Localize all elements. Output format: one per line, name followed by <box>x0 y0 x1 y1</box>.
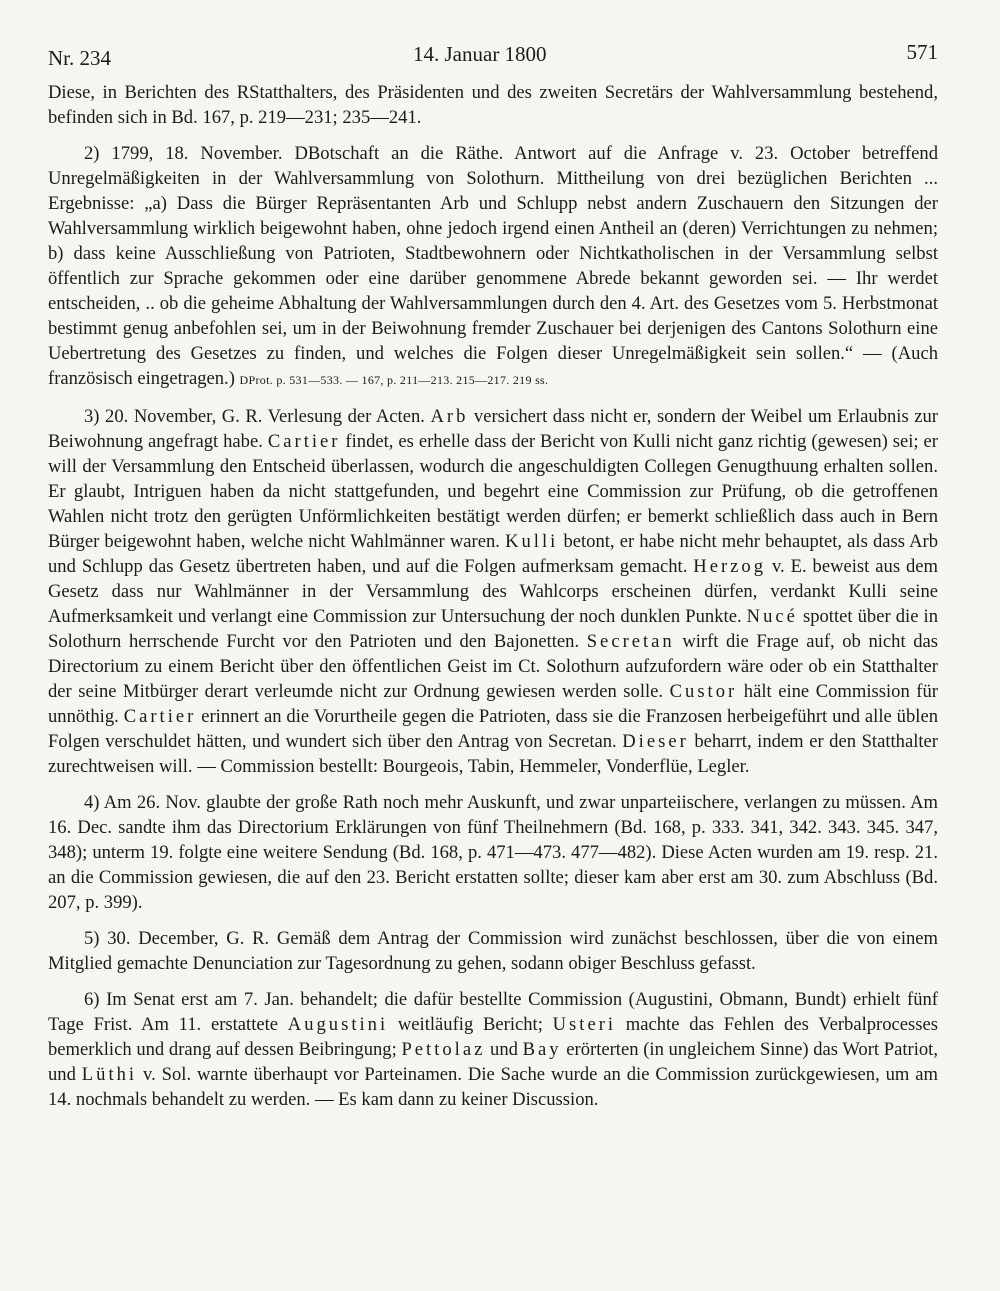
paragraph-6 <box>48 987 938 1112</box>
page-date: 14. Januar 1800 <box>413 42 547 66</box>
paragraph-3 <box>48 404 938 779</box>
paragraph-2-text: 2) 1799, 18. November. DBotschaft an die Räthe. Antwort auf die Anfrage v. 23. October betreffend Unregelmäßigkeiten in der Wahlversammlung von Solothurn. Mittheilung von drei bezüglichen Berichten ... Ergebnisse: „a) Dass die Bürger Repräsentanten Arb und Schlupp nebst andern Zuschauern den Sitzungen der Wahlversammlung wirklich beigewohnt haben, ohne jedoch irgend einen Antheil an (deren) Verrichtungen zu nehmen; b) dass keine Ausschließung von Patrioten, Stadtbewohnern oder Nichtkatholischen in der Versammlung selbst öffentlich zur Sprache gekommen oder eine darüber genommene Abrede bekannt geworden sei. — Ihr werdet entscheiden, .. ob die geheime Abhaltung der Wahlversammlungen durch den 4. Art. des Gesetzes vom 5. Herbstmonat bestimmt genug anbefohlen sei, um in der Beiwohnung fremder Zuschauer bei derjenigen des Cantons Solothurn eine Uebertretung des Gesetzes zu finden, und welches die Folgen dieser Unregelmäßigkeit sein sollen.“ — (Auch französisch eingetragen.) <box>48 143 938 389</box>
p3-text-4: betont, er habe nicht mehr behauptet, als dass Arb und Schlupp das Gesetz übertreten haben, und auf die Folgen aufmerksam gemacht. <box>48 531 938 577</box>
p3-text-5: v. E. beweist aus dem Gesetz dass nur Wahlmänner in der Versammlung des Wahlcorps erscheinen dürfen, verdankt Kulli seine Aufmerksamkeit und verlangt eine Commission zur Untersuchung der noch dunklen Punkte. <box>48 556 938 627</box>
page-number: 571 <box>906 40 938 64</box>
speaker-name: Herzog <box>693 556 767 577</box>
p3-text-8: hält eine Commission für unnöthig. <box>48 681 938 727</box>
speaker-name: Custor <box>669 681 738 702</box>
speaker-name: Cartier <box>123 706 197 727</box>
speaker-name: Dieser <box>622 731 689 752</box>
paragraph-1: Diese, in Berichten des RStatthalters, des Präsidenten und des zweiten Secretärs der Wahlversammlung bestehend, befinden sich in Bd. 167, p. 219—231; 235—241. <box>48 82 938 128</box>
p3-text-10: beharrt, indem er den Statthalter zurechtweisen will. — Commission bestellt: Bourgeois, Tabin, Hemmeler, Vonderflüe, Legler. <box>48 731 938 777</box>
page-header <box>48 38 938 78</box>
document-page <box>48 38 938 1123</box>
speaker-name: Lüthi <box>81 1064 138 1085</box>
document-number: Nr. 234 <box>48 46 111 70</box>
p6-text-1: 6) Im Senat erst am 7. Jan. behandelt; die dafür bestellte Commission (Augustini, Obmann, Bundt) erhielt fünf Tage Frist. Am 11. erstattete <box>48 989 938 1035</box>
speaker-name: Augustini <box>287 1014 389 1035</box>
speaker-name: Cartier <box>267 431 341 452</box>
speaker-name: Bay <box>522 1039 562 1060</box>
p3-text-2: versichert dass nicht er, sondern der Weibel um Erlaubnis zur Beiwohnung angefragt habe. <box>48 406 938 452</box>
p3-text-1: 3) 20. November, G. R. Verlesung der Acten. <box>84 406 431 427</box>
speaker-name: Usteri <box>552 1014 617 1035</box>
p3-text-6: spottet über die in Solothurn herrschende Furcht vor den Patrioten und den Bajonetten. <box>48 606 938 652</box>
speaker-name: Nucé <box>746 606 798 627</box>
paragraph-4: 4) Am 26. Nov. glaubte der große Rath noch mehr Auskunft, und zwar unparteiischere, verlangen zu müssen. Am 16. Dec. sandte ihm das Directorium Erklärungen von fünf Theilnehmern (Bd. 168, p. 333. 341, 342. 343. 345. 347, 348); unterm 19. folgte eine weitere Sendung (Bd. 168, p. 471—473. 477—482). Diese Acten wurden am 19. resp. 21. an die Commission gewiesen, die auf den 23. Bericht erstatten sollte; dieser kam aber erst am 30. zum Abschluss (Bd. 207, p. 399). <box>48 792 938 913</box>
speaker-name: Kulli <box>505 531 559 552</box>
paragraph-2 <box>48 141 938 393</box>
p6-text-6: v. Sol. warnte überhaupt vor Parteinamen. Die Sache wurde an die Commission zurückgewiesen, um am 14. nochmals behandelt zu werden. — Es kam dann zu keiner Discussion. <box>48 1064 938 1110</box>
p6-text-2: weitläufig Bericht; <box>388 1014 553 1035</box>
p3-text-7: wirft die Frage auf, ob nicht das Directorium zu einem Bericht über den öffentlichen Geist im Ct. Solothurn aufzufordern wäre oder ob ein Statthalter der seine Mitbürger derart verleumde nicht zur Ordnung gewiesen werden solle. <box>48 631 938 702</box>
p6-text-4: und <box>485 1039 523 1060</box>
paragraph-5: 5) 30. December, G. R. Gemäß dem Antrag der Commission wird zunächst beschlossen, über die von einem Mitglied gemachte Denunciation zur Tagesordnung zu gehen, sodann obiger Beschluss gefasst. <box>48 928 938 974</box>
p3-text-3: findet, es erhelle dass der Bericht von Kulli nicht ganz richtig (gewesen) sei; er will der Versammlung den Entscheid überlassen, wodurch die angeschuldigten Collegen Genugthuung erhalten sollen. Er glaubt, Intriguen haben da nicht stattgefunden, und begehrt eine Commission zur Prüfung, ob die getroffenen Wahlen nicht trotz den gerügten Unförmlichkeiten bestätigt werden dürfen; er bemerkt schließlich dass auch in Bern Bürger beigewohnt haben, welche nicht Wahlmänner waren. <box>48 431 939 552</box>
speaker-name: Secretan <box>586 631 675 652</box>
p6-text-5: erörterten (in ungleichem Sinne) das Wort Patriot, und <box>48 1039 938 1085</box>
speaker-name: Pettolaz <box>401 1039 486 1060</box>
p3-text-9: erinnert an die Vorurtheile gegen die Patrioten, dass sie die Franzosen herbeigeführt und alle üblen Folgen verschuldet hätten, und wundert sich über den Antrag von Secretan. <box>48 706 938 752</box>
p6-text-3: machte das Fehlen des Verbalprocesses bemerklich und drang auf dessen Beibringung; <box>48 1014 939 1060</box>
speaker-name: Arb <box>430 406 469 427</box>
document-body <box>48 80 938 1112</box>
protocol-reference: DProt. p. 531—533. — 167, p. 211—213. 215—217. 219 ss. <box>239 373 549 387</box>
